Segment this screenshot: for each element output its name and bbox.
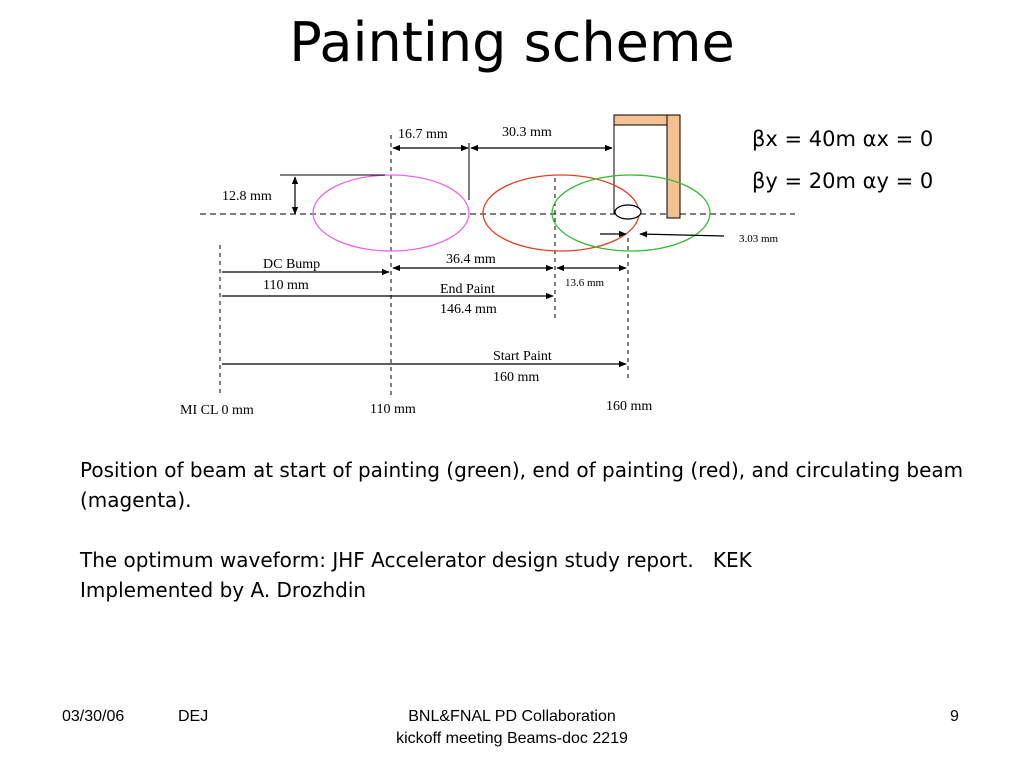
end-paint-value: 146.4 mm xyxy=(440,302,497,317)
slide-body xyxy=(80,455,980,605)
dim-30-3-label: 30.3 mm xyxy=(502,125,552,140)
footer-date: 03/30/06 xyxy=(62,708,125,725)
footer-author: DEJ xyxy=(178,708,209,725)
dc-bump-label: DC Bump xyxy=(263,257,321,272)
end-paint-label: End Paint xyxy=(440,282,495,297)
footer-center-line-2: kickoff meeting Beams-doc 2219 xyxy=(396,730,628,747)
tick-label-160mm: 160 mm xyxy=(606,399,653,414)
body-paragraph-2 xyxy=(80,545,980,605)
beta-y-line: βy = 20m αy = 0 xyxy=(752,169,934,193)
dim-36-4-label: 36.4 mm xyxy=(446,252,496,267)
footer-page-number: 9 xyxy=(950,708,959,725)
septum-blade xyxy=(667,115,680,218)
dim-13-6-label: 13.6 mm xyxy=(565,277,605,289)
dim-3-03-right-arrow xyxy=(640,234,724,236)
start-paint-label: Start Paint xyxy=(493,349,552,364)
tick-label-mi-cl: MI CL 0 mm xyxy=(180,403,254,418)
tick-label-110mm: 110 mm xyxy=(370,402,416,417)
slide-title: Painting scheme xyxy=(289,11,735,74)
dc-bump-value: 110 mm xyxy=(263,278,309,293)
body-paragraph-1: Position of beam at start of painting (green), end of painting (red), and circulating beam (magenta). xyxy=(80,458,964,512)
dim-12-8-label: 12.8 mm xyxy=(222,189,272,204)
injected-beam-ellipse xyxy=(615,205,641,219)
footer-center xyxy=(312,706,712,750)
dim-3-03-label: 3.03 mm xyxy=(739,233,779,245)
start-paint-value: 160 mm xyxy=(493,370,540,385)
body-paragraph-2-line-1: The optimum waveform: JHF Accelerator design study report. KEK xyxy=(80,548,752,572)
body-paragraph-2-line-2: Implemented by A. Drozhdin xyxy=(80,578,367,602)
beta-x-line: βx = 40m αx = 0 xyxy=(752,127,934,151)
dim-16-7-label: 16.7 mm xyxy=(398,127,448,142)
footer-center-line-1: BNL&FNAL PD Collaboration xyxy=(408,708,616,725)
